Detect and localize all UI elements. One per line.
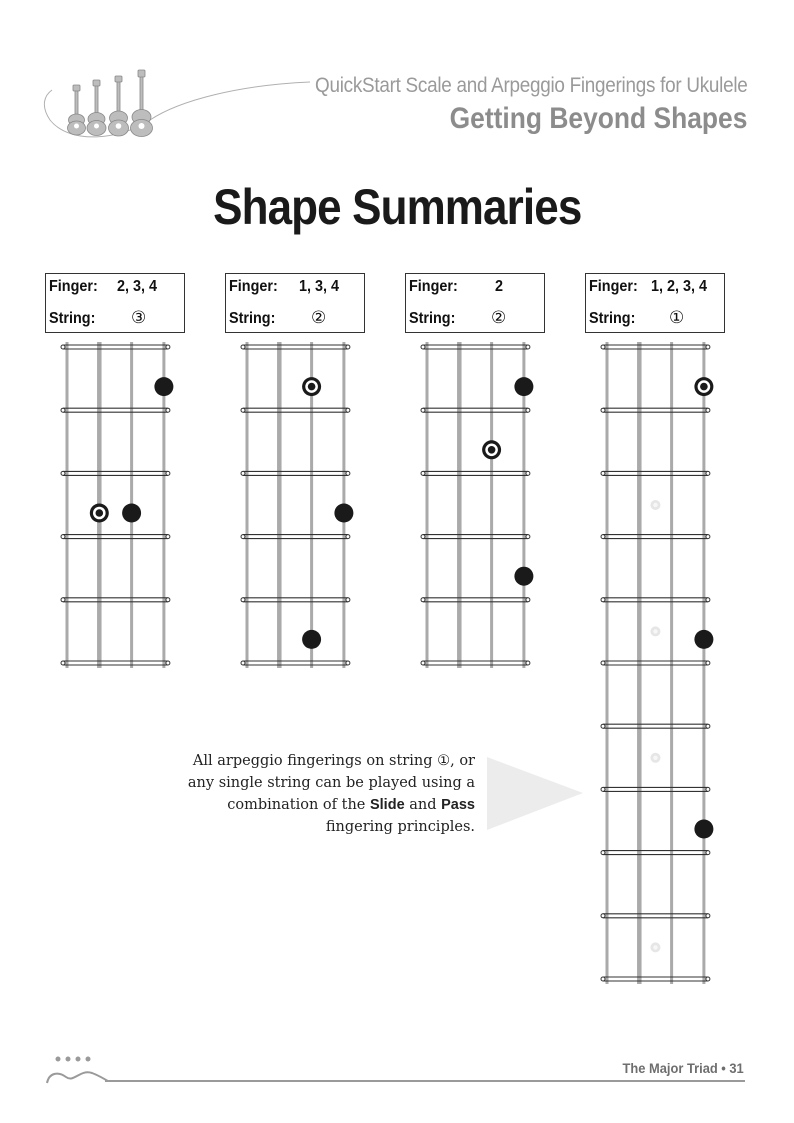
- finger-value: 2, 3, 4: [117, 278, 158, 295]
- fret-end: [601, 535, 605, 539]
- fret-end: [166, 408, 170, 412]
- fret-end: [346, 471, 350, 475]
- string-label: String:: [589, 310, 636, 327]
- finger-label: Finger:: [49, 278, 98, 295]
- fret-end: [421, 535, 425, 539]
- fret-end: [601, 977, 605, 981]
- fret-end: [601, 851, 605, 855]
- fret-end: [526, 535, 530, 539]
- page-title: Shape Summaries: [212, 179, 582, 235]
- fret-end: [421, 661, 425, 665]
- fret-end: [601, 598, 605, 602]
- root-note-center: [700, 383, 708, 391]
- fret-end: [61, 535, 65, 539]
- caption-text: and: [409, 797, 437, 813]
- note-dot: [334, 504, 353, 523]
- root-note-center: [488, 446, 496, 454]
- finger-value: 2: [495, 278, 504, 295]
- inlay-marker-center: [653, 629, 657, 633]
- fret-end: [241, 471, 245, 475]
- note-dot: [694, 820, 713, 839]
- finger-label: Finger:: [409, 278, 458, 295]
- note-dot: [302, 630, 321, 649]
- term-slide: Slide: [369, 797, 405, 813]
- fret-end: [526, 598, 530, 602]
- string-number-icon: ③: [131, 308, 147, 328]
- footer-rule: [105, 1080, 745, 1082]
- fret-end: [166, 598, 170, 602]
- fret-end: [601, 345, 605, 349]
- string-number-icon: ①: [669, 308, 685, 328]
- series-title: QuickStart Scale and Arpeggio Fingerings for Ukulele: [314, 74, 747, 97]
- fret-end: [706, 787, 710, 791]
- fret-end: [166, 345, 170, 349]
- fret-end: [241, 598, 245, 602]
- fret-end: [706, 851, 710, 855]
- fret-end: [706, 598, 710, 602]
- fret-end: [166, 661, 170, 665]
- string-label: String:: [229, 310, 276, 327]
- fret-end: [241, 535, 245, 539]
- caption-text: fingering principles.: [325, 819, 475, 835]
- fret-end: [346, 345, 350, 349]
- fret-end: [421, 471, 425, 475]
- fret-end: [601, 787, 605, 791]
- root-note-center: [308, 383, 316, 391]
- fret-end: [526, 471, 530, 475]
- fret-end: [346, 661, 350, 665]
- fret-end: [601, 661, 605, 665]
- fret-end: [706, 724, 710, 728]
- string-number-icon: ②: [311, 308, 327, 328]
- inlay-marker-center: [653, 945, 657, 949]
- string-label: String:: [409, 310, 456, 327]
- string-number-icon: ②: [491, 308, 507, 328]
- fret-end: [526, 661, 530, 665]
- caption-text: combination of the: [227, 797, 366, 813]
- string-number-icon: ①: [437, 753, 451, 769]
- fret-end: [61, 345, 65, 349]
- finger-label: Finger:: [589, 278, 638, 295]
- note-dot: [694, 630, 713, 649]
- fret-end: [166, 471, 170, 475]
- fret-end: [706, 408, 710, 412]
- fret-end: [706, 471, 710, 475]
- caption-text: , or: [450, 753, 475, 769]
- fret-end: [421, 598, 425, 602]
- fret-end: [166, 535, 170, 539]
- fret-end: [61, 661, 65, 665]
- fret-end: [706, 977, 710, 981]
- caption: [150, 750, 475, 838]
- fret-end: [526, 345, 530, 349]
- footer-ornament-icon: [44, 1055, 114, 1089]
- footer-page-label: The Major Triad • 31: [622, 1060, 744, 1076]
- fret-end: [601, 914, 605, 918]
- finger-value: 1, 2, 3, 4: [651, 278, 708, 295]
- fret-end: [526, 408, 530, 412]
- fret-end: [706, 535, 710, 539]
- fret-end: [346, 598, 350, 602]
- note-dot: [514, 567, 533, 586]
- fret-end: [61, 598, 65, 602]
- fret-end: [241, 661, 245, 665]
- term-pass: Pass: [441, 797, 475, 813]
- note-dot: [122, 504, 141, 523]
- string-label: String:: [49, 310, 96, 327]
- finger-label: Finger:: [229, 278, 278, 295]
- fret-end: [346, 535, 350, 539]
- fret-end: [241, 345, 245, 349]
- fret-end: [601, 408, 605, 412]
- finger-value: 1, 3, 4: [299, 278, 340, 295]
- fret-end: [706, 345, 710, 349]
- fret-end: [421, 408, 425, 412]
- fret-end: [61, 471, 65, 475]
- header-subtitle: Getting Beyond Shapes: [449, 102, 747, 135]
- note-dot: [514, 377, 533, 396]
- fret-end: [241, 408, 245, 412]
- root-note-center: [96, 509, 104, 517]
- fret-end: [601, 724, 605, 728]
- inlay-marker-center: [653, 503, 657, 507]
- fret-end: [61, 408, 65, 412]
- fret-end: [601, 471, 605, 475]
- fret-end: [706, 661, 710, 665]
- fret-end: [421, 345, 425, 349]
- arrow-icon: [487, 757, 583, 830]
- caption-text: All arpeggio fingerings on string: [192, 753, 433, 769]
- fret-end: [346, 408, 350, 412]
- fret-end: [706, 914, 710, 918]
- note-dot: [154, 377, 173, 396]
- inlay-marker-center: [653, 756, 657, 760]
- caption-text: any single string can be played using a: [187, 775, 475, 791]
